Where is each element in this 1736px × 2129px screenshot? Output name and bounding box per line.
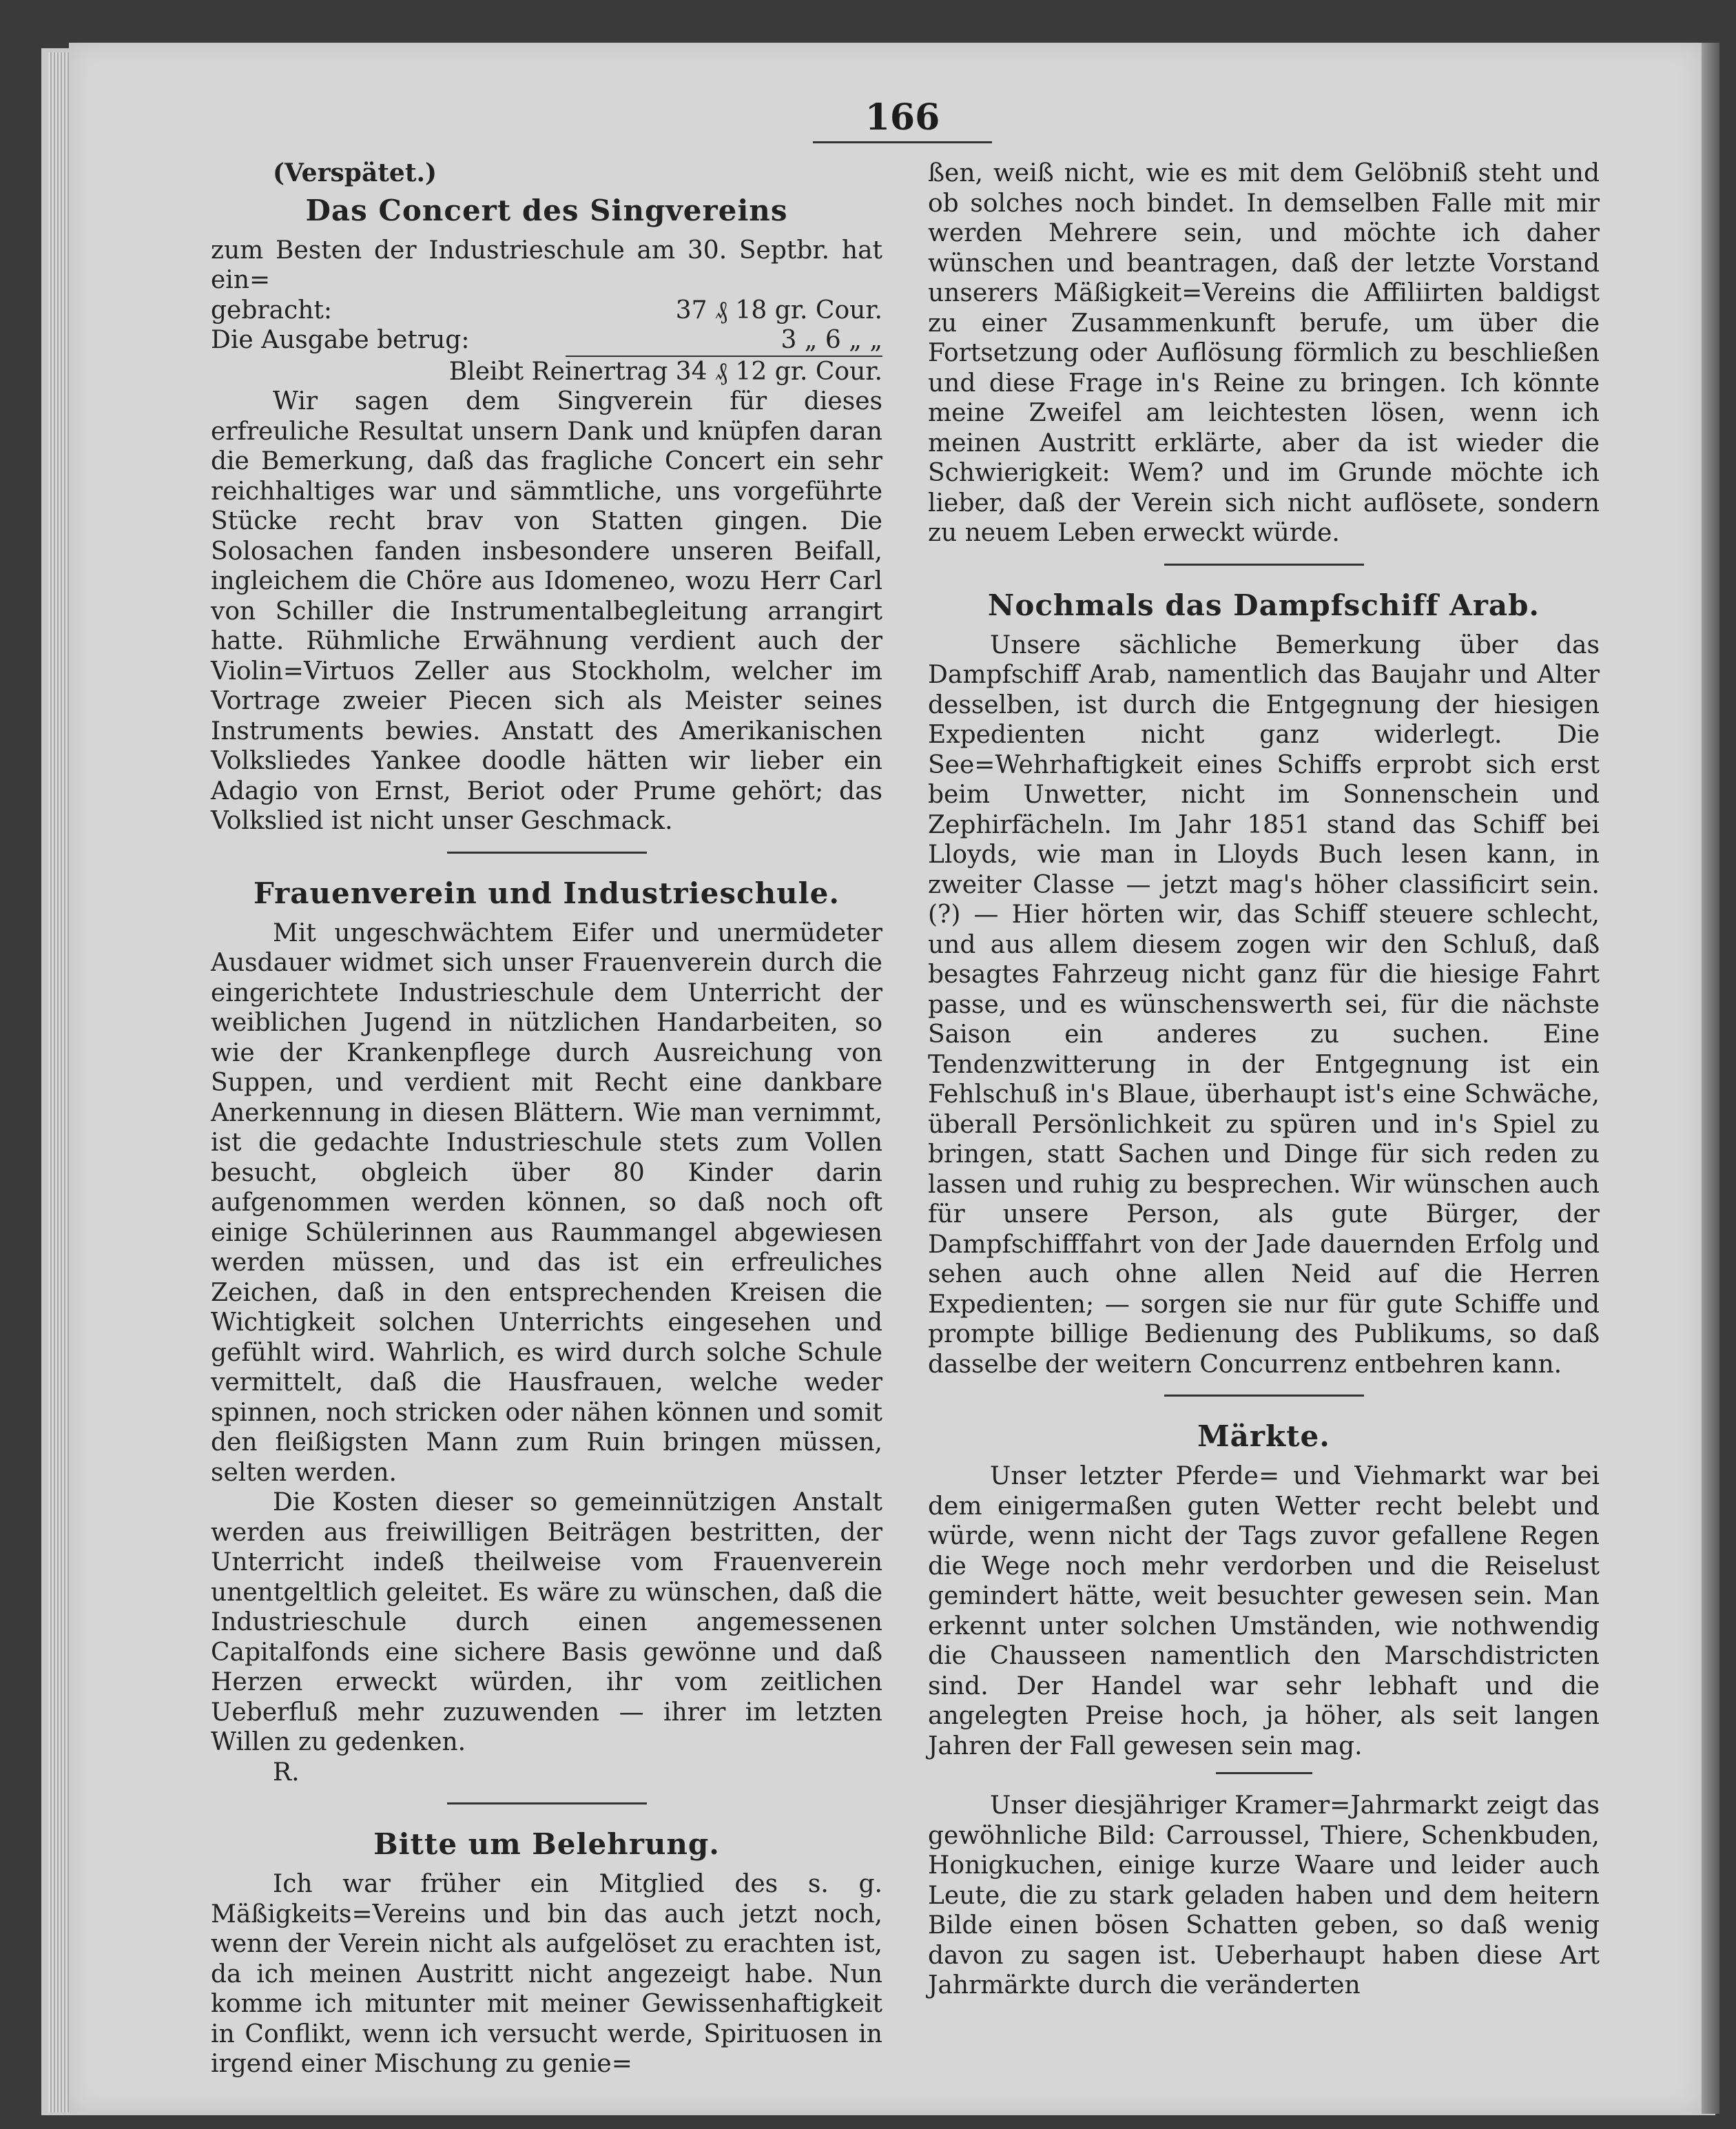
section-divider (1164, 1395, 1364, 1397)
right-column (928, 158, 1600, 2001)
left-column (211, 158, 882, 2079)
concert-title: Das Concert des Singvereins (305, 193, 788, 227)
maerkte-title: Märkte. (1197, 1419, 1330, 1453)
section-divider (447, 852, 647, 854)
maerkte-paragraph: Unser diesjähriger Kramer=Jahrmarkt zeigt das gewöhnliche Bild: Carroussel, Thiere, Schenkbuden, Honigkuchen, einige kurze Waare und leider auch Leute, die zu stark geladen haben und dem heitern Bilde einen bösen Schatten geben, so daß wenig davon zu sagen ist. Ueberhaupt haben diese Art Jahrmärkte durch die veränderten (928, 1791, 1600, 1999)
frauenverein-article (211, 876, 882, 1788)
concert-article (211, 158, 882, 836)
page-edges (48, 52, 69, 2112)
dampfschiff-article (928, 588, 1600, 1380)
frauenverein-signature: R. (273, 1758, 300, 1787)
ledger-amount: 37 ₰ 18 gr. Cour. (675, 296, 882, 325)
concert-intro: zum Besten der Industrieschule am 30. Septbr. hat ein= (211, 236, 882, 294)
frauenverein-paragraph: Mit ungeschwächtem Eifer und unermüdeter Ausdauer widmet sich unser Frauenverein durch die eingerichtete Industrieschule dem Unterricht der weiblichen Jugend in nützlichen Handarbeiten, so wie der Krankenpflege durch Ausreichung von Suppen, und verdient mit Recht eine dankbare Anerkennung in diesen Blättern. Wie man vernimmt, ist die gedachte Industrieschule stets zum Vollen besucht, obgleich über 80 Kinder darin aufgenommen werden können, so daß noch oft einige Schülerinnen aus Raummangel abgewiesen werden müssen, und das ist ein erfreuliches Zeichen, daß in den entsprechenden Kreisen die Wichtigkeit solchen Unterrichts eingesehen und gefühlt wird. Wahrlich, es wird durch solche Schule vermittelt, daß die Hausfrauen, welche weder spinnen, noch stricken oder nähen können und somit den fleißigsten Mann zum Ruin bringen müssen, selten werden. (211, 918, 882, 1487)
ledger-amount: Bleibt Reinertrag 34 ₰ 12 gr. Cour. (448, 357, 882, 386)
bitte-title: Bitte um Belehrung. (373, 1827, 720, 1861)
bitte-article (211, 1827, 882, 2079)
ledger-label: gebracht: (211, 296, 333, 325)
section-divider (1216, 1772, 1312, 1774)
ledger-amount: 3 „ 6 „ „ (781, 326, 882, 354)
dampfschiff-paragraph: Unsere sächliche Bemerkung über das Dampfschiff Arab, namentlich das Baujahr und Alter desselben, ist durch die Entgegnung der hiesigen Expedienten nicht ganz widerlegt. Die See=Wehrhaftigkeit eines Schiffs erprobt sich erst beim Unwetter, nicht im Sonnenschein und Zephirfächeln. Im Jahr 1851 stand das Schiff bei Lloyds, wie man in Lloyds Buch lesen kann, in zweiter Classe — jetzt mag's höher classificirt sein. (?) — Hier hörten wir, das Schiff steuere schlecht, und aus allem diesem zogen wir den Schluß, daß besagtes Fahrzeug nicht ganz für die hiesige Fahrt passe, und es wünschenswerth sei, für die nächste Saison ein anderes zu suchen. Eine Tendenzwitterung in der Entgegnung ist ein Fehlschuß in's Blaue, überhaupt ist's eine Schwäche, überall Persönlichkeit zu spüren und in's Spiel zu bringen, statt Sachen und Dinge für sich reden zu lassen und ruhig zu besprechen. Wir wünschen auch für unsere Person, als gute Bürger, der Dampfschifffahrt von der Jade dauernden Erfolg und sehen auch ohne allen Neid auf die Herren Expedienten; — sorgen sie nur für gute Schiffe und prompte billige Bedienung des Publikums, so daß dasselbe der weitern Concurrenz entbehren kann. (928, 630, 1600, 1379)
ledger-row (211, 357, 882, 387)
bitte-paragraph-continued: ßen, weiß nicht, wie es mit dem Gelöbniß steht und ob solches noch bindet. In demselben Falle mit mir werden Mehrere sein, und möchte ich daher wünschen und beantragen, daß der letzte Vorstand unserers Mäßigkeit=Vereins die Affiliirten baldigst zu einer Zusammenkunft berufe, um über die Fortsetzung oder Auflösung förmlich zu beschließen und diese Frage in's Reine zu bringen. Ich könnte meine Zweifel am leichtesten lösen, wenn ich meinen Austritt erklärte, aber da ist wieder die Schwierigkeit: Wem? und im Grunde möchte ich lieber, daß der Verein sich nicht auflösete, sondern zu neuem Leben erweckt würde. (928, 159, 1600, 547)
concert-ledger (211, 296, 882, 387)
dampfschiff-title: Nochmals das Dampfschiff Arab. (987, 588, 1540, 622)
section-divider (1164, 564, 1364, 566)
frauenverein-paragraph: Die Kosten dieser so gemeinnützigen Anstalt werden aus freiwilligen Beiträgen bestritten, der Unterricht indeß theilweise vom Frauenverein unentgeltlich geleitet. Es wäre zu wünschen, daß die Industrieschule durch einen angemessenen Capitalfonds eine sichere Basis gewönne und daß Herzen erweckt würden, ihr vom zeitlichen Ueberfluß mehr zuzuwenden — ihrer im letzten Willen zu gedenken. (211, 1488, 882, 1756)
maerkte-article (928, 1419, 1600, 2001)
concert-tag: (Verspätet.) (273, 158, 437, 187)
section-divider (447, 1802, 647, 1804)
ledger-row (211, 325, 882, 356)
ledger-label: Die Ausgabe betrug: (211, 326, 470, 354)
bitte-paragraph-start: Ich war früher ein Mitglied des s. g. Mäßigkeits=Vereins und bin das auch jetzt noch, wenn der Verein nicht als aufgelöset zu erachten ist, da ich meinen Austritt nicht angezeigt habe. Nun komme ich mitunter mit meiner Gewissenhaftigkeit in Conflikt, wenn ich versucht werde, Spirituosen in irgend einer Mischung zu genie= (211, 1870, 882, 2078)
book-spine-edge (1702, 43, 1719, 2114)
concert-body: Wir sagen dem Singverein für dieses erfreuliche Resultat unsern Dank und knüpfen daran die Bemerkung, daß das fragliche Concert ein sehr reichhaltiges war und sämmtliche, uns vorgeführte Stücke recht brav von Statten gingen. Die Solosachen fanden insbesondere unseren Beifall, ingleichem die Chöre aus Idomeneo, wozu Herr Carl von Schiller die Instrumentalbegleitung arrangirt hatte. Rühmliche Erwähnung verdient auch der Violin=Virtuos Zeller aus Stockholm, welcher im Vortrage zweier Piecen sich als Meister seines Instruments bewies. Anstatt des Amerikanischen Volksliedes Yankee doodle hätten wir lieber ein Adagio von Ernst, Beriot oder Prume gehört; das Volkslied ist nicht unser Geschmack. (211, 387, 882, 835)
page-number: 166 (813, 96, 992, 143)
maerkte-paragraph: Unser letzter Pferde= und Viehmarkt war bei dem einigermaßen guten Wetter recht belebt und würde, wenn nicht der Tags zuvor gefallene Regen die Wege noch mehr verdorben und die Reiselust gemindert hätte, weit besuchter gewesen sein. Man erkennt unter solchen Umständen, wie nothwendig die Chausseen namentlich den Marschdistricten sind. Der Handel war sehr lebhaft und die angelegten Preise hoch, ja höher, als seit langen Jahren der Fall gewesen sein mag. (928, 1462, 1600, 1760)
frauenverein-title: Frauenverein und Industrieschule. (254, 876, 840, 910)
ledger-row (211, 296, 882, 326)
